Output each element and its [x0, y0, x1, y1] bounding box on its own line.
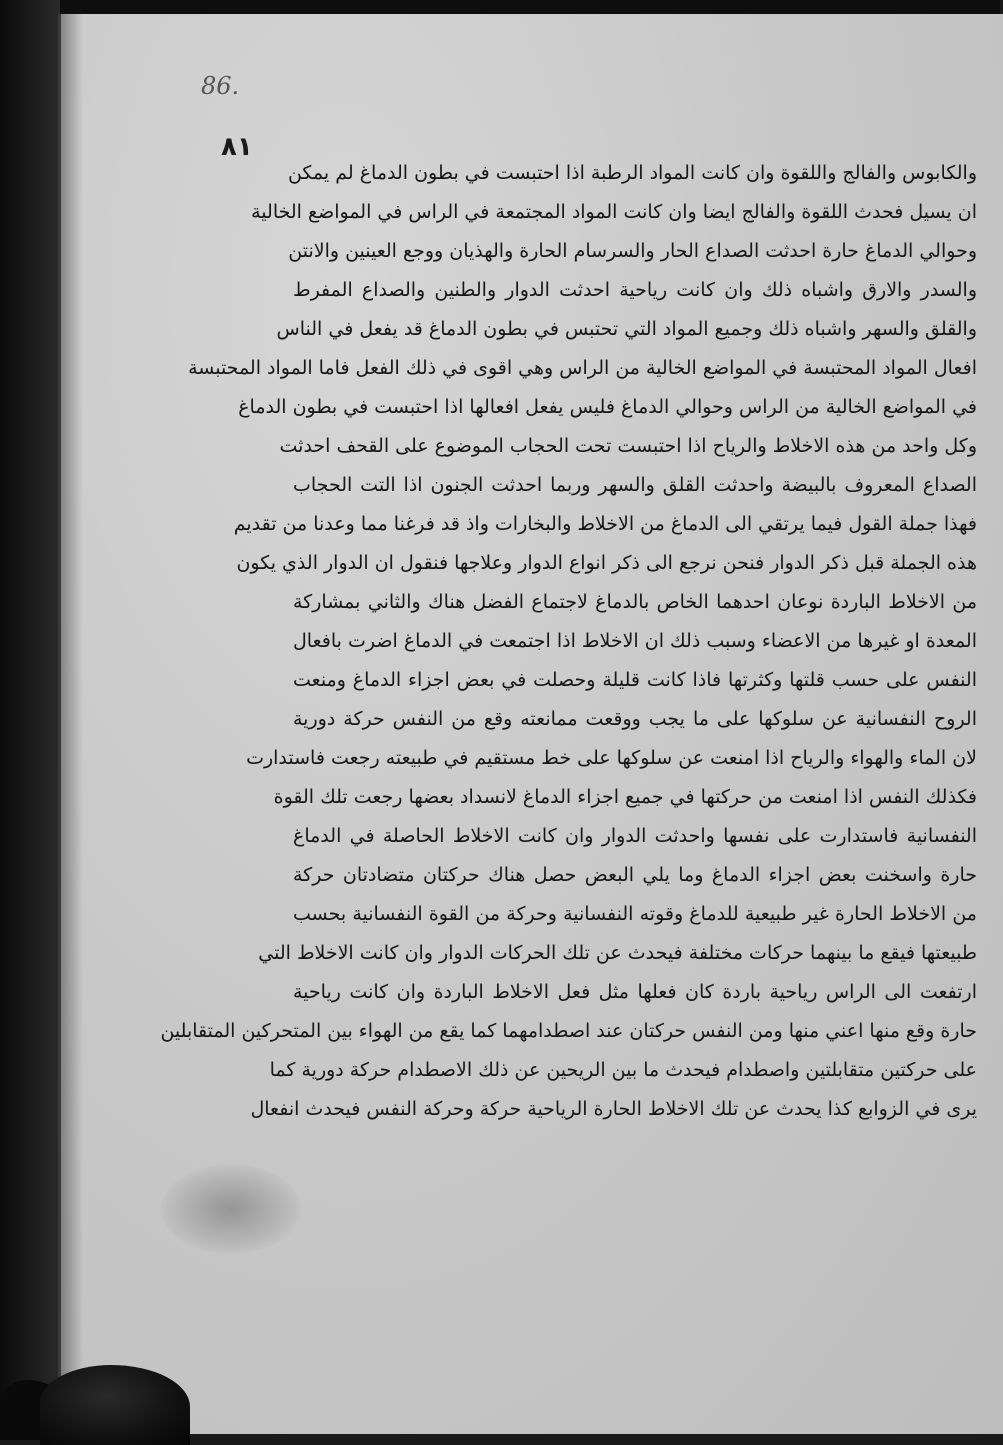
folio-number-modern: 86.: [201, 72, 240, 100]
text-line: وكل واحد من هذه الاخلاط والرياح اذا احتبست تحت الحجاب الموضوع على القحف احدثت: [279, 435, 977, 457]
text-line: والسدر والارق واشباه ذلك وان كانت رياحية احدثت الدوار والطنين والصداع المفرط: [293, 279, 977, 301]
text-line: من الاخلاط الباردة نوعان احدهما الخاص بالدماغ لاجتماع الفضل هناك والثاني بمشاركة: [293, 591, 977, 613]
manuscript-text-block: [160, 154, 977, 1129]
page-edge-shadow: [61, 14, 83, 1434]
text-line: على حركتين متقابلتين واصطدام فيحدث ما بين الريحين عن ذلك الاصطدام حركة دورية كما: [269, 1059, 977, 1081]
text-line: ان يسيل فحدث اللقوة والفالج ايضا وان كانت المواد المجتمعة في الراس في المواضع الخالية: [251, 201, 977, 223]
text-line: فكذلك النفس اذا امنعت من حركتها في جميع اجزاء الدماغ لانسداد بعضها رجعت تلك القوة: [273, 786, 977, 808]
text-line: والقلق والسهر واشباه ذلك وجميع المواد التي تحتبس في بطون الدماغ قد يفعل في الناس: [276, 318, 977, 340]
text-line: لان الماء والهواء والرياح اذا امنعت عن سلوكها على خط مستقيم في طبيعته رجعت فاستدارت: [246, 747, 977, 769]
text-line: ارتفعت الى الراس رياحية باردة كان فعلها مثل فعل الاخلاط الباردة وان كانت رياحية: [293, 981, 977, 1003]
text-line: فهذا جملة القول فيما يرتقي الى الدماغ من الاخلاط والبخارات واذ قد فرغنا مما وعدنا من تقديم: [233, 513, 977, 535]
text-line: والكابوس والفالج واللقوة وان كانت المواد الرطبة اذا احتبست في بطون الدماغ لم يمكن: [287, 162, 977, 184]
text-line: في المواضع الخالية من الراس وحوالي الدماغ فليس يفعل افعالها اذا احتبست في بطون الدماغ: [238, 396, 977, 418]
text-line: النفس على حسب قلتها وكثرتها فاذا كانت قليلة وحصلت في بعض اجزاء الدماغ ومنعت: [293, 669, 977, 691]
folio-number-arabic: ٨١: [221, 132, 253, 162]
text-line: من الاخلاط الحارة غير طبيعية للدماغ وقوته النفسانية وحركة من القوة النفسانية بحسب: [293, 903, 977, 925]
text-line: حارة واسخنت بعض اجزاء الدماغ وما يلي البعض حصل هناك حركتان متضادتان حركة: [293, 864, 977, 886]
ink-stain: [161, 1164, 301, 1254]
text-line: يرى في الزوابع كذا يحدث عن تلك الاخلاط الحارة الرياحية حركة وحركة النفس فيحدث انفعال: [250, 1098, 977, 1120]
text-line: حارة وقع منها اعني منها ومن النفس حركتان عند اصطدامهما كما يقع من الهواء بين المتحركين المتقابلين: [160, 1020, 977, 1042]
text-line: المعدة او غيرها من الاعضاء وسبب ذلك ان الاخلاط اذا اجتمعت في الدماغ اضرت بافعال: [293, 630, 977, 652]
text-line: طبيعتها فيقع ما بينهما حركات مختلفة فيحدث عن تلك الحركات الدوار وان كانت الاخلاط التي: [258, 942, 977, 964]
text-line: هذه الجملة قبل ذكر الدوار فنحن نرجع الى ذكر انواع الدوار وعلاجها فنقول ان الدوار الذي يكون: [236, 552, 977, 574]
manuscript-page: [58, 14, 1003, 1434]
text-line: وحوالي الدماغ حارة احدثت الصداع الحار والسرسام الحارة والهذيان ووجع العينين والانتن: [288, 240, 977, 262]
text-line: افعال المواد المحتبسة في المواضع الخالية من الراس وهي اقوى في ذلك الفعل فاما المواد المحتبسة: [188, 357, 977, 379]
text-line: النفسانية فاستدارت على نفسها واحدثت الدوار وان كانت الاخلاط الحاصلة في الدماغ: [293, 825, 977, 847]
text-line: الروح النفسانية عن سلوكها على ما يجب ووقعت ممانعته وقع من النفس حركة دورية: [293, 708, 977, 730]
scan-border-left: [0, 0, 60, 1434]
holder-thumb: [40, 1365, 190, 1445]
text-line: الصداع المعروف بالبيضة واحدثت القلق والسهر وربما احدثت الجنون اذا التت الحجاب: [293, 474, 977, 496]
